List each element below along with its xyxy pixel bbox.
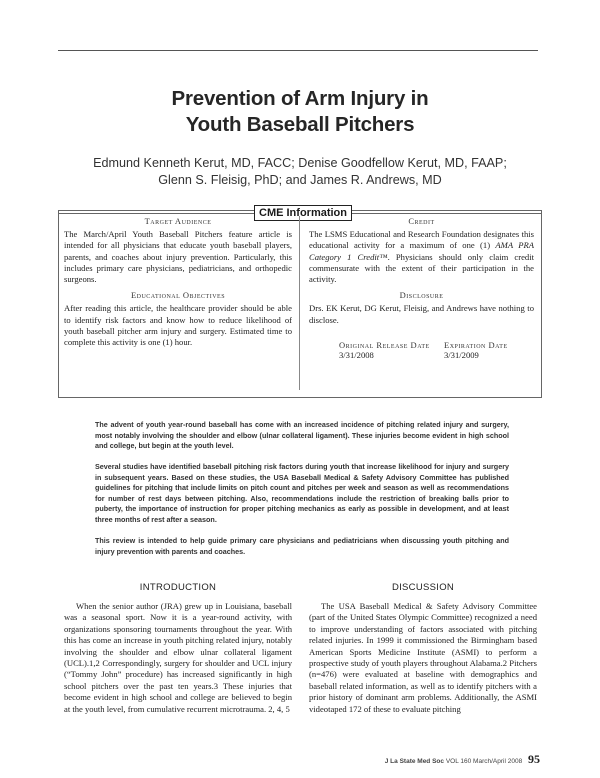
cme-right-column — [309, 216, 534, 361]
credit-text — [309, 229, 534, 285]
credit-category: AMA PRA Category 1 Credit™ — [309, 240, 534, 262]
title-line-1: Prevention of Arm Injury in — [171, 87, 429, 110]
credit-heading: Credit — [408, 216, 435, 226]
educational-objectives-text: After reading this article, the healthcare provider should be able to identify risk factors and know how to reduce likelihood of youth baseball pitcher arm injury and surgery. Estimated time to complete this activity is one (1) hour. — [64, 303, 292, 348]
title-line-2: Youth Baseball Pitchers — [185, 113, 415, 136]
cme-left-column — [64, 216, 292, 349]
expiration-date-block — [444, 340, 534, 361]
journal-issue: VOL 160 March/April 2008 — [445, 758, 523, 765]
author-list — [60, 155, 540, 189]
release-date-label: Original Release Date — [339, 340, 430, 351]
expiration-date-value: 3/31/2009 — [444, 350, 479, 361]
page-footer — [385, 752, 540, 767]
disclosure-heading: Disclosure — [399, 290, 444, 301]
target-audience-text: The March/April Youth Baseball Pitchers feature article is intended for all physicians that educate youth baseball players, parents, and coaches about injury prevention. Particularly, this includes primary care physicians, pediatricians, and orthopedic surgeons. — [64, 229, 292, 285]
abstract-paragraph-3: This review is intended to help guide primary care physicians and pediatricians when discussing youth pitching and injury prevention with parents and coaches. — [95, 536, 509, 556]
credit-text-pre: The LSMS Educational and Research Foundation designates this educational activity for a maximum of one (1) — [309, 229, 534, 251]
authors-line-1: Edmund Kenneth Kerut, MD, FACC; Denise Goodfellow Kerut, MD, FAAP; — [93, 156, 507, 170]
dates-row — [309, 340, 534, 361]
authors-line-2: Glenn S. Fleisig, PhD; and James R. Andrews, MD — [158, 173, 442, 187]
abstract-paragraph-2: Several studies have identified baseball pitching risk factors during youth that increase likelihood for injury and surgery in subsequent years. Based on these studies, the USA Baseball Medical & Safety Advisory Committee has published guidelines for pitching that include limits on pitch count and pitches per week and season as well as recommendations for number of rest days between pitching. Also, recommendations include the restriction of breaking balls prior to puberty, the importance of instruction for proper pitching mechanics as early as possible in development, and at least three months of rest after a season. — [95, 462, 509, 524]
introduction-text: When the senior author (JRA) grew up in Louisiana, baseball was a seasonal sport. Now it is a year-round activity, with organizations sponsoring tournaments throughout the year. With this has come an increase in youth pitching related injury, notably involving the shoulder and elbow ulnar collateral ligament (UCL).1,2 Correspondingly, surgery for shoulder and UCL injury (“Tommy John” procedure) has increased significantly in high school pitchers over the past ten years.3 These injuries that become evident in high school and college are believed to begin at the youth level, from cumulative recurrent microtrauma. 2, 4, 5 — [64, 601, 292, 714]
cme-column-divider — [299, 216, 300, 390]
journal-name: J La State Med Soc — [384, 758, 445, 765]
page-number: 95 — [528, 752, 540, 766]
expiration-date-label: Expiration Date — [444, 340, 508, 351]
credit-text-post: . Physicians should only claim credit commensurate with the extent of their participation in the activity. — [309, 251, 534, 285]
introduction-heading: INTRODUCTION — [139, 582, 217, 593]
cme-information-label: CME Information — [254, 205, 352, 221]
target-audience-heading: Target Audience — [144, 216, 212, 226]
discussion-heading: DISCUSSION — [391, 582, 455, 593]
discussion-text: The USA Baseball Medical & Safety Advisory Committee (part of the United States Olympic Committee) recognized a need to improve understanding of factors associated with pitching related injuries. In 1999 it commissioned the Birmingham based American Sports Medicine Institute (ASMI) to perform a prospective study of youth players throughout Alabama.2 Pitchers (n=476) were evaluated at baseline with demographics and baseball related information, as well as to identify pitchers with a prior history of dominant arm problems. Additionally, the ASMI videotaped 172 of these to evaluate pitching — [309, 601, 537, 714]
release-date-value: 3/31/2008 — [339, 350, 374, 361]
disclosure-text: Drs. EK Kerut, DG Kerut, Fleisig, and Andrews have nothing to disclose. — [309, 303, 534, 325]
top-rule — [58, 50, 538, 51]
educational-objectives-heading: Educational Objectives — [130, 290, 226, 301]
article-title — [60, 86, 540, 138]
abstract-paragraph-1: The advent of youth year-round baseball has come with an increased incidence of pitching related injury and surgery, most notably involving the shoulder and elbow (ulnar collateral ligament). These injuries become evident in high school and college, but begin at the youth level. — [95, 420, 509, 451]
release-date-block — [339, 340, 444, 361]
